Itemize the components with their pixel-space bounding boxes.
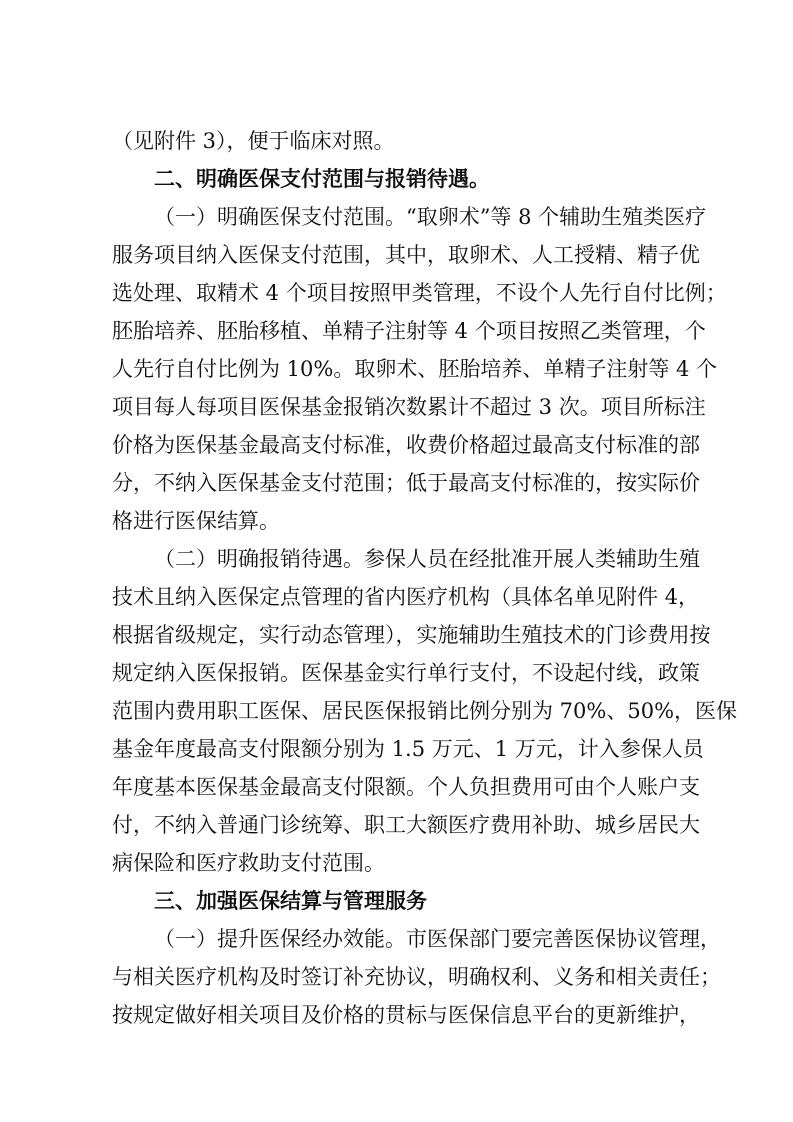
paragraph-line: 病保险和医疗救助支付范围。 — [112, 851, 385, 875]
paragraph-line: 规定纳入医保报销。医保基金实行单行支付，不设起付线，政策 — [112, 661, 700, 685]
paragraph-line: （一）提升医保经办效能。市医保部门要完善医保协议管理， — [154, 927, 721, 951]
paragraph-line: （见附件 3），便于临床对照。 — [112, 129, 395, 153]
paragraph-line: 格进行医保结算。 — [112, 509, 280, 533]
section-heading: 三、加强医保结算与管理服务 — [154, 889, 427, 913]
paragraph-line: 人先行自付比例为 10%。取卵术、胚胎培养、单精子注射等 4 个 — [112, 357, 718, 381]
paragraph-line: 价格为医保基金最高支付标准，收费价格超过最高支付标准的部 — [112, 433, 700, 457]
paragraph-line: 项目每人每项目医保基金报销次数累计不超过 3 次。项目所标注 — [112, 395, 706, 419]
paragraph-line: 胚胎培养、胚胎移植、单精子注射等 4 个项目按照乙类管理，个 — [112, 319, 706, 343]
paragraph-line: 服务项目纳入医保支付范围，其中，取卵术、人工授精、精子优 — [112, 243, 700, 267]
paragraph-line: 分，不纳入医保基金支付范围；低于最高支付标准的，按实际价 — [112, 471, 700, 495]
paragraph-line: 基金年度最高支付限额分别为 1.5 万元、1 万元，计入参保人员 — [112, 737, 704, 761]
paragraph-line: 年度基本医保基金最高支付限额。个人负担费用可由个人账户支 — [112, 775, 700, 799]
paragraph-line: 与相关医疗机构及时签订补充协议，明确权利、义务和相关责任； — [112, 965, 721, 989]
paragraph-line: （一）明确医保支付范围。“取卵术”等 8 个辅助生殖类医疗 — [154, 205, 707, 229]
paragraph-line: 付，不纳入普通门诊统筹、职工大额医疗费用补助、城乡居民大 — [112, 813, 700, 837]
paragraph-line: 技术且纳入医保定点管理的省内医疗机构（具体名单见附件 4， — [112, 585, 700, 609]
paragraph-line: 按规定做好相关项目及价格的贯标与医保信息平台的更新维护， — [112, 1003, 700, 1027]
section-heading: 二、明确医保支付范围与报销待遇。 — [154, 167, 490, 191]
paragraph-line: （二）明确报销待遇。参保人员在经批准开展人类辅助生殖 — [154, 547, 700, 571]
paragraph-line: 选处理、取精术 4 个项目按照甲类管理，不设个人先行自付比例； — [112, 281, 727, 305]
paragraph-line: 范围内费用职工医保、居民医保报销比例分别为 70%、50%，医保 — [112, 699, 738, 723]
paragraph-line: 根据省级规定，实行动态管理），实施辅助生殖技术的门诊费用按 — [112, 623, 711, 647]
